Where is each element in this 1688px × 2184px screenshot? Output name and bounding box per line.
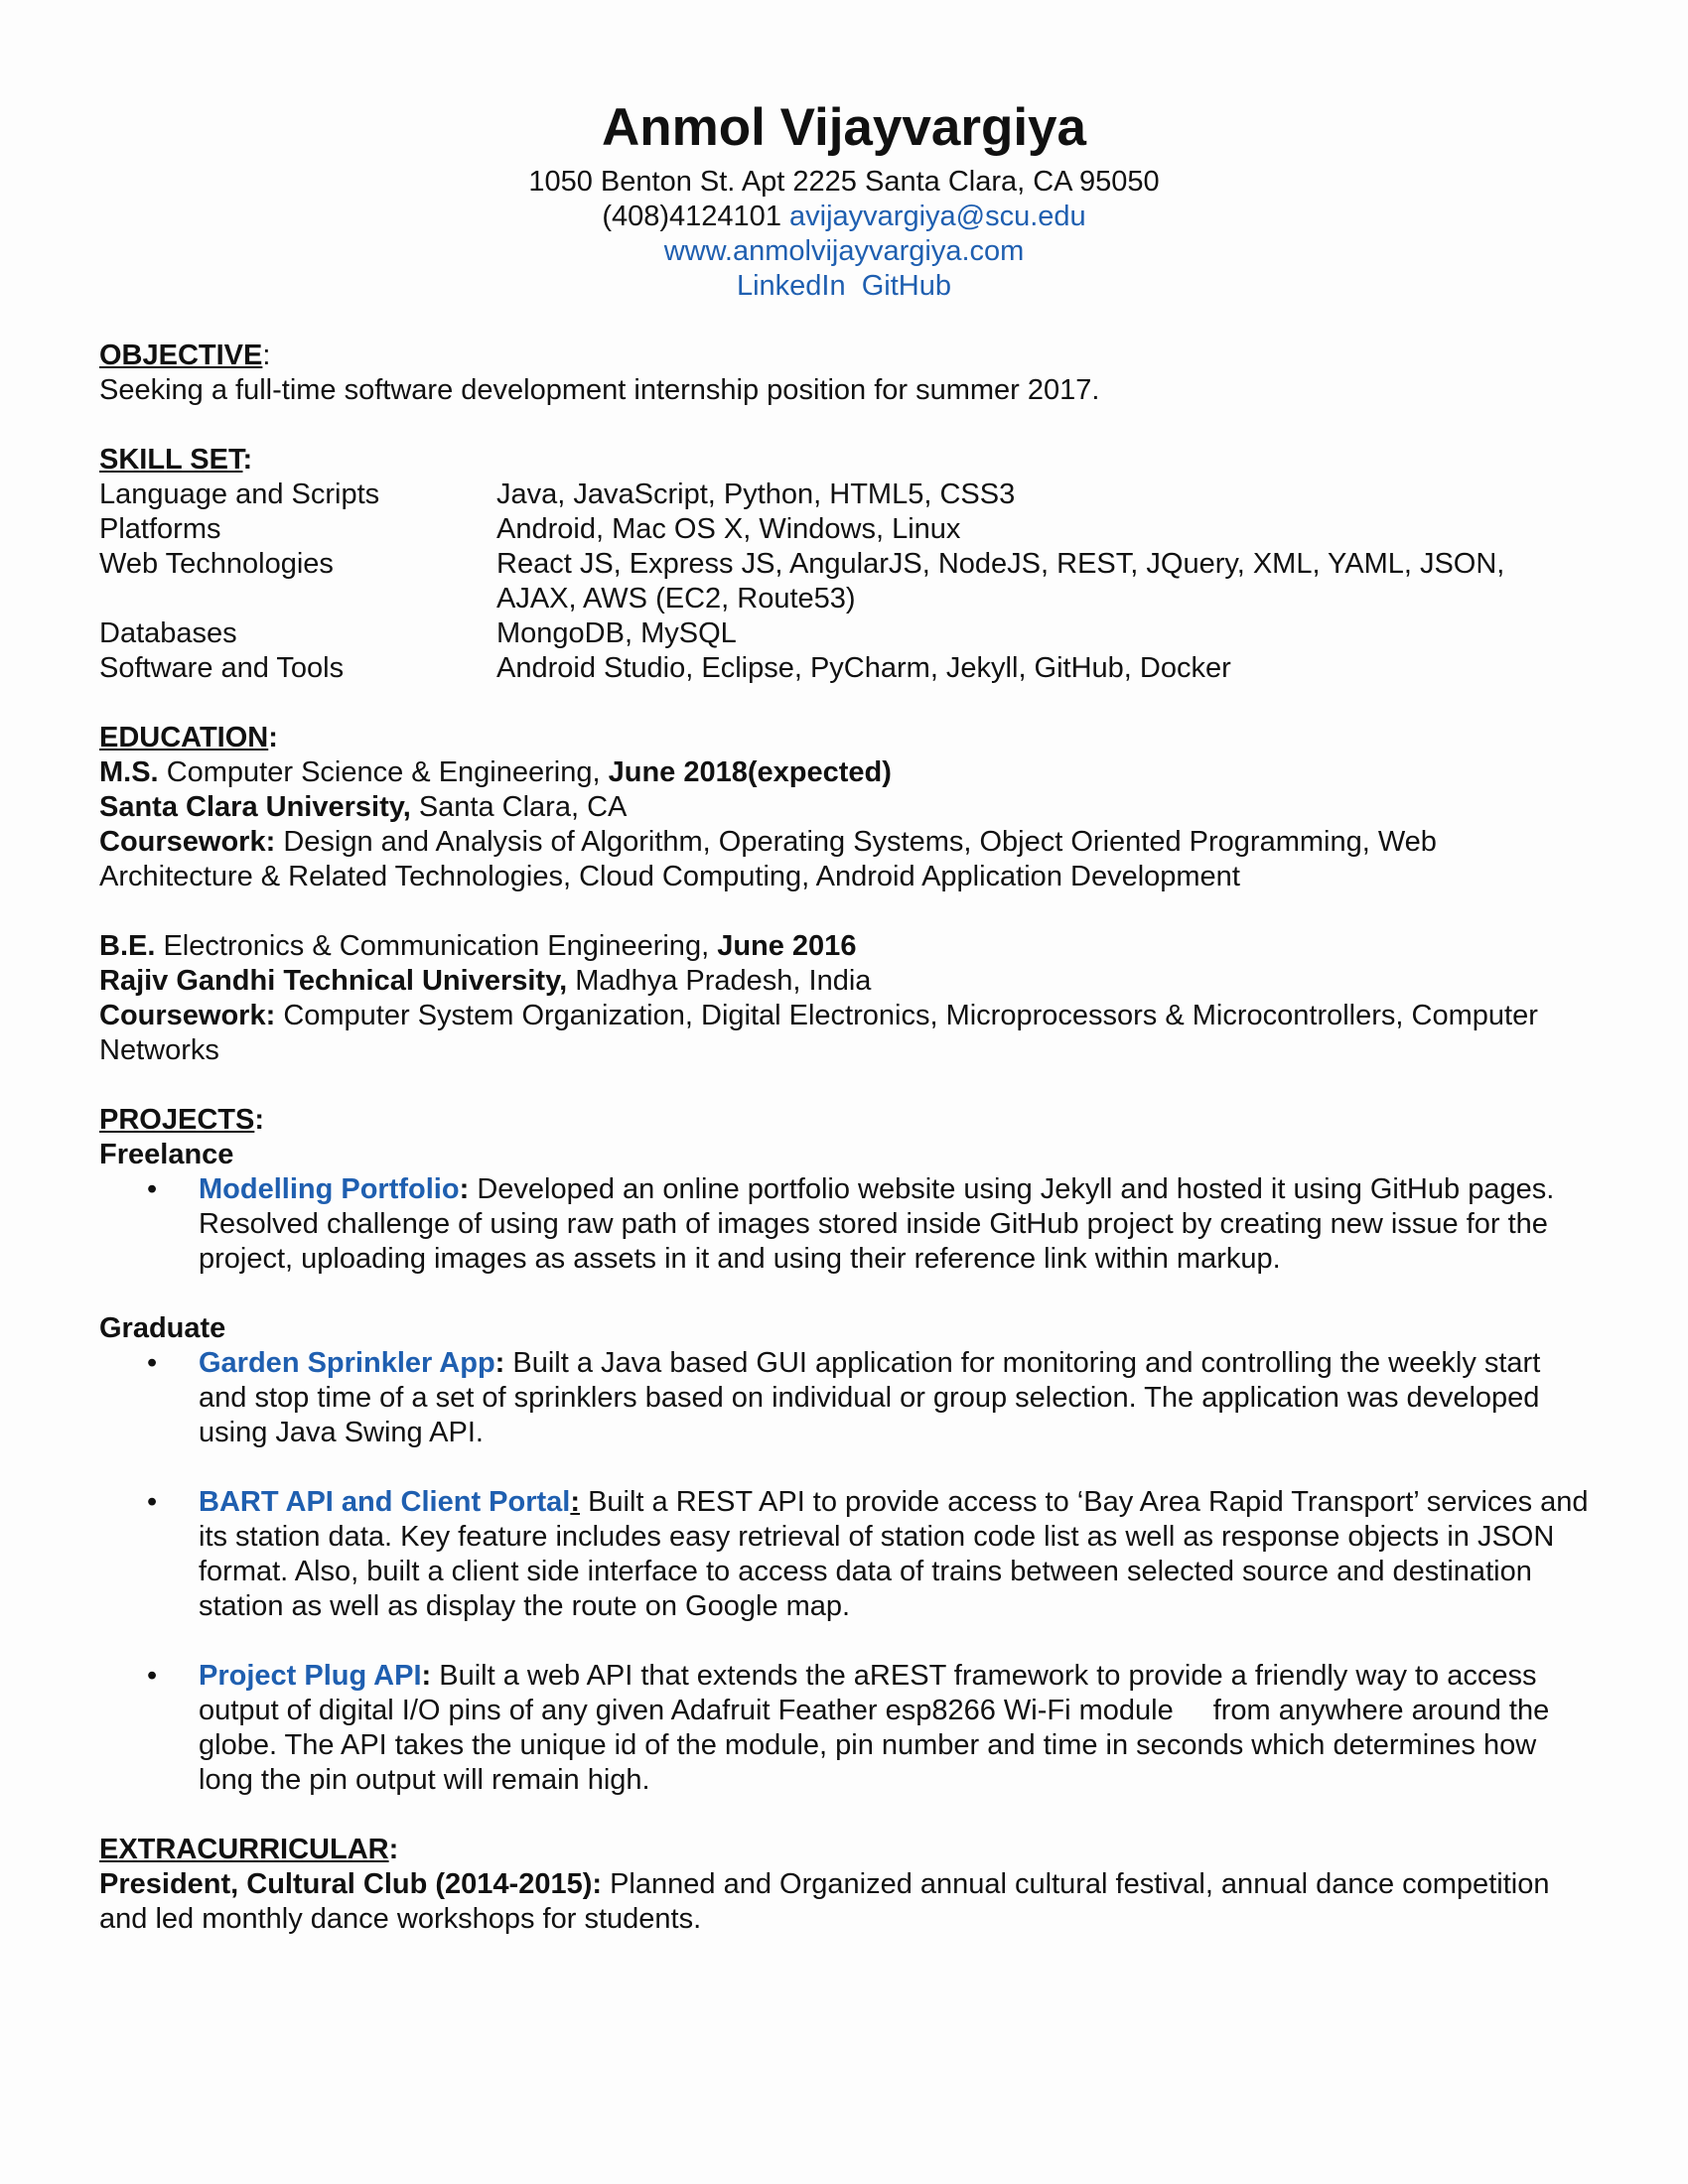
school-location: Santa Clara, CA xyxy=(418,791,628,823)
coursework-label: Coursework: xyxy=(99,826,276,858)
coursework-line xyxy=(99,825,1589,894)
skill-value: MongoDB, MySQL xyxy=(496,617,737,649)
skill-label: Databases xyxy=(99,617,237,649)
bullet-icon: • xyxy=(147,1173,158,1205)
linkedin-link[interactable]: LinkedIn xyxy=(736,270,846,302)
project-description: Built a Java based GUI application for monitoring and controlling the weekly start and stop time of a set of sprinklers based on individual or group selection. The application was developed using Java Swing API. xyxy=(199,1347,1541,1448)
education-entry xyxy=(99,755,1589,894)
skill-value: Android, Mac OS X, Windows, Linux xyxy=(496,513,961,545)
coursework: Computer System Organization, Digital Electronics, Microprocessors & Microcontrollers, Computer Networks xyxy=(99,1000,1538,1066)
projects-heading: PROJECTS: xyxy=(99,1104,264,1136)
field: Computer Science & Engineering, xyxy=(166,756,601,788)
education-section xyxy=(99,721,1589,1068)
project-description: Built a REST API to provide access to ‘Bay Area Rapid Transport’ services and its station data. Key feature includes easy retrieval of station code list as well as response objects in JSON format. Also, built a client side interface to access data of trains between selected source and destination station as well as display the route on Google map. xyxy=(199,1486,1589,1622)
role: President, Cultural Club (2014-2015): xyxy=(99,1868,603,1900)
extracurricular-section xyxy=(99,1833,1589,1937)
section-title: OBJECTIVE xyxy=(99,340,263,371)
extracurricular-heading: EXTRACURRICULAR: xyxy=(99,1834,399,1865)
section-title: SKILL SET xyxy=(99,444,243,476)
project-description: Built a web API that extends the aREST framework to provide a friendly way to access output of digital I/O pins of any given Adafruit Feather esp8266 Wi-Fi module xyxy=(199,1660,1537,1726)
skill-value: Android Studio, Eclipse, PyCharm, Jekyll, GitHub, Docker xyxy=(496,652,1231,684)
skill-label: Language and Scripts xyxy=(99,478,380,510)
coursework-line xyxy=(99,999,1589,1068)
role-description: Planned and Organized annual cultural festival, annual dance competition and led monthly dance workshops for students. xyxy=(99,1868,1550,1935)
project-description: Developed an online portfolio website using Jekyll and hosted it using GitHub pages. Resolved challenge of using raw path of images stored inside GitHub project by creating new issue for the project, uploading images as assets in it and using their reference link within markup. xyxy=(199,1173,1555,1275)
coursework: Design and Analysis of Algorithm, Operating Systems, Object Oriented Programming, Web Architecture & Related Technologies, Cloud Computing, Android Application Development xyxy=(99,826,1437,892)
resume-header xyxy=(99,97,1589,304)
github-link[interactable]: GitHub xyxy=(861,270,952,302)
website-line xyxy=(99,234,1589,269)
contact-line xyxy=(99,200,1589,234)
email-link[interactable]: avijayvargiya@scu.edu xyxy=(789,201,1086,232)
section-title: PROJECTS xyxy=(99,1104,255,1136)
education-entry xyxy=(99,929,1589,1068)
bullet-icon: • xyxy=(147,1660,158,1692)
project-item: • Garden Sprinkler App: Built a Java based GUI application for monitoring and controlling the weekly start and stop time of a set of sprinklers based on individual or group selection. The application was developed using Java Swing API. xyxy=(147,1347,1541,1448)
school-line xyxy=(99,790,1589,825)
degree-line xyxy=(99,929,1589,964)
objective-text: Seeking a full-time software development internship position for summer 2017. xyxy=(99,374,1100,406)
social-links xyxy=(99,269,1589,304)
address: 1050 Benton St. Apt 2225 Santa Clara, CA 95050 xyxy=(528,166,1160,198)
school-line xyxy=(99,964,1589,999)
skills-section xyxy=(99,443,1589,686)
degree: B.E. xyxy=(99,930,156,962)
section-title: EXTRACURRICULAR xyxy=(99,1834,389,1865)
skill-label: Platforms xyxy=(99,513,221,545)
project-title: Garden Sprinkler App xyxy=(199,1347,495,1379)
school: Santa Clara University, xyxy=(99,791,411,823)
graduation-date: June 2018(expected) xyxy=(608,756,892,788)
skill-value: Java, JavaScript, Python, HTML5, CSS3 xyxy=(496,478,1016,510)
skills-heading: SKILL SET: xyxy=(99,444,253,476)
skills-table xyxy=(99,478,1589,686)
phone: (408)4124101 xyxy=(602,201,781,232)
skill-value: React JS, Express JS, AngularJS, NodeJS, REST, JQuery, XML, YAML, JSON, AJAX, AWS (EC2, Route53) xyxy=(496,548,1505,614)
project-group-name: Graduate xyxy=(99,1312,226,1344)
candidate-name: Anmol Vijayvargiya xyxy=(601,98,1087,157)
project-item: • BART API and Client Portal: Built a REST API to provide access to ‘Bay Area Rapid Transport’ services and its station data. Key feature includes easy retrieval of station code list as well as response objects in JSON format. Also, built a client side interface to access data of trains between selected source and destination station as well as display the route on Google map. xyxy=(147,1486,1589,1622)
bullet-icon: • xyxy=(147,1347,158,1379)
project-item: • Modelling Portfolio: Developed an online portfolio website using Jekyll and hosted it using GitHub pages. Resolved challenge of using raw path of images stored inside GitHub project by creating new issue for the project, uploading images as assets in it and using their reference link within markup. xyxy=(147,1173,1555,1275)
projects-section xyxy=(99,1103,1589,1798)
education-heading: EDUCATION: xyxy=(99,722,278,753)
website-link[interactable]: www.anmolvijayvargiya.com xyxy=(663,235,1025,267)
project-title: BART API and Client Portal xyxy=(199,1486,571,1518)
school-location: Madhya Pradesh, India xyxy=(575,965,872,997)
project-group xyxy=(99,1138,1589,1277)
section-title: EDUCATION xyxy=(99,722,269,753)
project-description-cont: from anywhere around the globe. The API takes the unique id of the module, pin number and time in seconds which determines how long the pin output will remain high. xyxy=(199,1695,1550,1796)
coursework-label: Coursework: xyxy=(99,1000,276,1031)
project-title: Modelling Portfolio xyxy=(199,1173,460,1205)
objective-heading: OBJECTIVE: xyxy=(99,340,271,371)
bullet-icon: • xyxy=(147,1486,158,1518)
extracurricular-entry xyxy=(99,1867,1589,1937)
degree-line xyxy=(99,755,1589,790)
project-list xyxy=(99,1346,1589,1798)
degree: M.S. xyxy=(99,756,159,788)
project-list xyxy=(99,1172,1589,1277)
project-group xyxy=(99,1311,1589,1798)
skill-label: Software and Tools xyxy=(99,652,345,684)
school: Rajiv Gandhi Technical University, xyxy=(99,965,568,997)
project-item: • Project Plug API: Built a web API that extends the aREST framework to provide a friendly way to access output of digital I/O pins of any given Adafruit Feather esp8266 Wi-Fi module from anywhere around the globe. The API takes the unique id of the module, pin number and time in seconds which determines how long the pin output will remain high. xyxy=(147,1660,1550,1796)
graduation-date: June 2016 xyxy=(717,930,857,962)
project-group-name: Freelance xyxy=(99,1139,234,1170)
skill-label: Web Technologies xyxy=(99,548,334,580)
project-title: Project Plug API xyxy=(199,1660,422,1692)
objective-section xyxy=(99,339,1589,408)
field: Electronics & Communication Engineering, xyxy=(163,930,710,962)
